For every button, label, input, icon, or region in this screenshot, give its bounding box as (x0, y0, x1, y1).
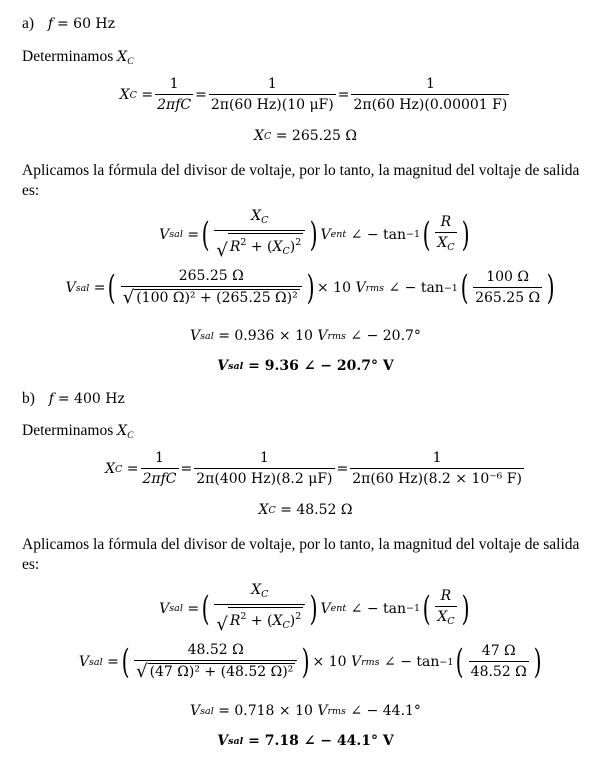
xc-sub: C (127, 57, 134, 67)
freq-value: = 60 Hz (56, 16, 116, 32)
numerator: 1 (425, 76, 435, 92)
paragraph-line: Aplicamos la fórmula del divisor de voltaje, por lo tanto, la magnitud del voltaje de salida (22, 162, 580, 179)
denominator: 2π(60 Hz)(8.2 × 10⁻⁶ F) (350, 468, 524, 488)
intro-text: Determinamos (22, 422, 114, 439)
step-angle: ∠ − 44.1° (350, 703, 421, 719)
fraction (214, 582, 305, 635)
left-paren: ( (422, 214, 431, 255)
fraction (214, 208, 305, 261)
num-sub: C (261, 215, 269, 226)
sqrt: √ $R^2 + (X_C)^2$ (216, 607, 303, 634)
fraction (435, 214, 456, 256)
inverse-sup: −1 (443, 282, 458, 294)
vrms-var: V (317, 703, 328, 719)
vrms-sub: rms (365, 282, 385, 294)
numerator: R (440, 213, 452, 230)
step-angle: ∠ − 20.7° (350, 328, 421, 344)
denominator: X (437, 608, 448, 625)
fraction: 48.52 Ω √ (47 Ω)² + (48.52 Ω)² (134, 642, 297, 682)
vsal-sub: sal (169, 229, 183, 240)
angle-tan: ∠ − tan (350, 226, 407, 243)
part-a-general-formula: V sal = ( $X_C$ √ $R^2 + (X_C)^2$ ) V ent ∠ − tan −1 ( $\frac{R}{X_C}$ ) (159, 208, 470, 261)
part-a-intro (22, 47, 133, 72)
part-b-general-formula: V sal = ( $X_C$ √ $R^2 + (X_C)^2$ ) V ent ∠ − tan −1 ( $\frac{R}{X_C}$ ) (159, 582, 470, 635)
freq-var: f (48, 391, 54, 407)
denominator: (100 Ω)² + (265.25 Ω)² (136, 290, 298, 306)
multiplier: × 10 (317, 280, 351, 296)
right-paren: ) (461, 214, 470, 255)
xc-value: = 265.25 Ω (275, 128, 357, 144)
intro-text: Determinamos (22, 48, 114, 65)
numerator: X (251, 208, 262, 224)
vsal-sub: sal (89, 656, 103, 668)
denominator: X (437, 234, 448, 251)
vrms-var: V (355, 280, 366, 296)
part-a-substituted-formula: V sal = ( 265.25 Ω √ (100 Ω)² + (265.25 Ω)² ) × 10 V rms ∠ − tan −1 ( $\frac{100 \Omega}{265.25 \Omega}$ ) (65, 268, 555, 308)
vent-sub: ent (330, 603, 347, 614)
angle-tan: ∠ − tan (384, 654, 440, 670)
vsal-sub: sal (200, 330, 214, 342)
right-paren: ) (301, 642, 310, 682)
den-sub: C (447, 241, 455, 253)
fraction (155, 76, 193, 114)
inverse-sup: −1 (406, 229, 421, 240)
part-a-xc-equation: X C = $\frac{1}{\text{2πfC}}$ = $\frac{1}{2\pi(60 Hz)(10 \mu F)}$ = $\frac{1}{2\pi(60 Hz)(0.00001 F)}$ (119, 76, 508, 113)
denominator: 2πfC (141, 468, 179, 488)
vent-var: V (320, 600, 331, 617)
vsal-sub: sal (75, 282, 90, 294)
freq-value: = 400 Hz (57, 391, 125, 407)
xc-value: = 48.52 Ω (280, 502, 353, 518)
part-b-heading (22, 389, 125, 409)
denominator: 2π(60 Hz)(0.00001 F) (351, 94, 509, 114)
step-value: = 0.718 × 10 (218, 703, 313, 719)
part-a-xc-result (0, 128, 611, 144)
numerator: 1 (169, 76, 179, 92)
right-paren: ) (309, 588, 318, 629)
xc-var: X (105, 461, 116, 477)
part-label: b) (22, 390, 35, 407)
left-paren: ( (201, 588, 210, 629)
xc-var: X (117, 49, 128, 65)
multiplier: × 10 (312, 654, 347, 670)
denominator: 265.25 Ω (473, 287, 542, 307)
inverse-sup: −1 (439, 656, 454, 668)
angle-tan: ∠ − tan (388, 280, 444, 296)
final-value: = 9.36 ∠ − 20.7° V (248, 358, 394, 374)
numerator: R (440, 587, 452, 604)
numerator: 48.52 Ω (187, 642, 244, 658)
part-b-intro (22, 421, 133, 446)
step-value: = 0.936 × 10 (218, 328, 313, 344)
left-paren: ( (422, 588, 431, 629)
fraction (473, 269, 542, 307)
paragraph-line: Aplicamos la fórmula del divisor de voltaje, por lo tanto, la magnitud del voltaje de salida (22, 536, 580, 553)
part-b-step: V sal = 0.718 × 10 V rms ∠ − 44.1° (190, 703, 421, 719)
vsal-sub: sal (200, 705, 214, 717)
vent-sub: ent (330, 229, 347, 240)
part-label: a) (22, 15, 35, 32)
fraction (351, 76, 509, 114)
xc-var: X (254, 128, 264, 144)
part-a-heading (22, 14, 115, 34)
xc-sub: C (268, 504, 276, 516)
vsal-var: V (159, 600, 170, 617)
part-b-xc-result (0, 502, 611, 518)
numerator: X (251, 582, 262, 598)
vsal-var: V (159, 226, 170, 243)
xc-sub: C (264, 130, 272, 142)
xc-var: X (119, 87, 130, 103)
paragraph-line: es: (22, 182, 40, 199)
part-b-divider-text (22, 535, 602, 575)
paragraph-line: es: (22, 556, 40, 573)
fraction: 265.25 Ω √ (100 Ω)² + (265.25 Ω)² (121, 268, 302, 308)
denominator: 2π(400 Hz)(8.2 μF) (194, 468, 334, 488)
vsal-sub: sal (228, 735, 244, 747)
left-paren: ( (201, 214, 210, 255)
vrms-sub: rms (327, 705, 346, 717)
part-a-final-result: V sal = 9.36 ∠ − 20.7° V (217, 358, 394, 374)
freq-var: f (47, 16, 54, 32)
vrms-sub: rms (361, 656, 380, 668)
fraction (350, 450, 524, 488)
numerator: 100 Ω (486, 269, 530, 285)
right-paren: ) (309, 214, 318, 255)
vent-var: V (320, 226, 331, 243)
left-paren: ( (456, 642, 465, 682)
denominator: 2πfC (155, 94, 193, 114)
part-b-final-result: V sal = 7.18 ∠ − 44.1° V (217, 733, 394, 749)
numerator: 1 (432, 450, 442, 466)
part-b-substituted-formula: V sal = ( 48.52 Ω √ (47 Ω)² + (48.52 Ω)² ) × 10 V rms ∠ − tan −1 ( $\frac{47 \Omega}{48.52 \Omega}$ ) (78, 642, 542, 682)
den-sub: C (447, 615, 455, 627)
vrms-var: V (317, 328, 328, 344)
vsal-sub: sal (169, 603, 183, 614)
den-sub: C (282, 246, 290, 257)
vsal-sub: sal (228, 360, 244, 372)
xc-sub: C (127, 431, 134, 441)
left-paren: ( (121, 642, 130, 682)
part-a-divider-text (22, 161, 602, 201)
right-paren: ) (546, 268, 555, 308)
xc-var: X (117, 423, 128, 439)
right-paren: ) (306, 268, 315, 308)
right-paren: ) (533, 642, 542, 682)
fraction (141, 450, 179, 488)
denominator: (47 Ω)² + (48.52 Ω)² (149, 664, 294, 680)
fraction (435, 588, 456, 630)
denominator: 2π(60 Hz)(10 μF) (209, 94, 336, 114)
numerator: 1 (259, 450, 269, 466)
fraction (209, 76, 336, 114)
xc-sub: C (115, 463, 123, 475)
angle-tan: ∠ − tan (350, 600, 407, 617)
vrms-var: V (351, 654, 362, 670)
right-paren: ) (461, 588, 470, 629)
fraction (194, 450, 334, 488)
inverse-sup: −1 (406, 603, 421, 614)
sqrt: √ $R^2 + (X_C)^2$ (216, 233, 303, 260)
num-sub: C (261, 589, 269, 600)
left-paren: ( (460, 268, 469, 308)
denominator: 48.52 Ω (469, 661, 529, 681)
part-b-xc-equation: X C = $\frac{1}{\text{2πfC}}$ = $\frac{1}{2\pi(400 Hz)(8.2 \mu F)}$ = $\frac{1}{\text{2π(60 Hz)(8.2 × 10⁻⁶ F)}}$ (105, 450, 522, 487)
xc-var: X (258, 502, 269, 518)
vrms-sub: rms (327, 330, 346, 342)
den-sub: C (282, 620, 290, 631)
left-paren: ( (108, 268, 117, 308)
numerator: 47 Ω (481, 643, 516, 659)
numerator: 1 (155, 450, 164, 466)
final-value: = 7.18 ∠ − 44.1° V (248, 733, 394, 749)
part-a-step: V sal = 0.936 × 10 V rms ∠ − 20.7° (190, 328, 421, 344)
xc-sub: C (129, 89, 137, 101)
numerator: 265.25 Ω (178, 268, 244, 284)
numerator: 1 (267, 76, 277, 92)
fraction (469, 643, 529, 681)
